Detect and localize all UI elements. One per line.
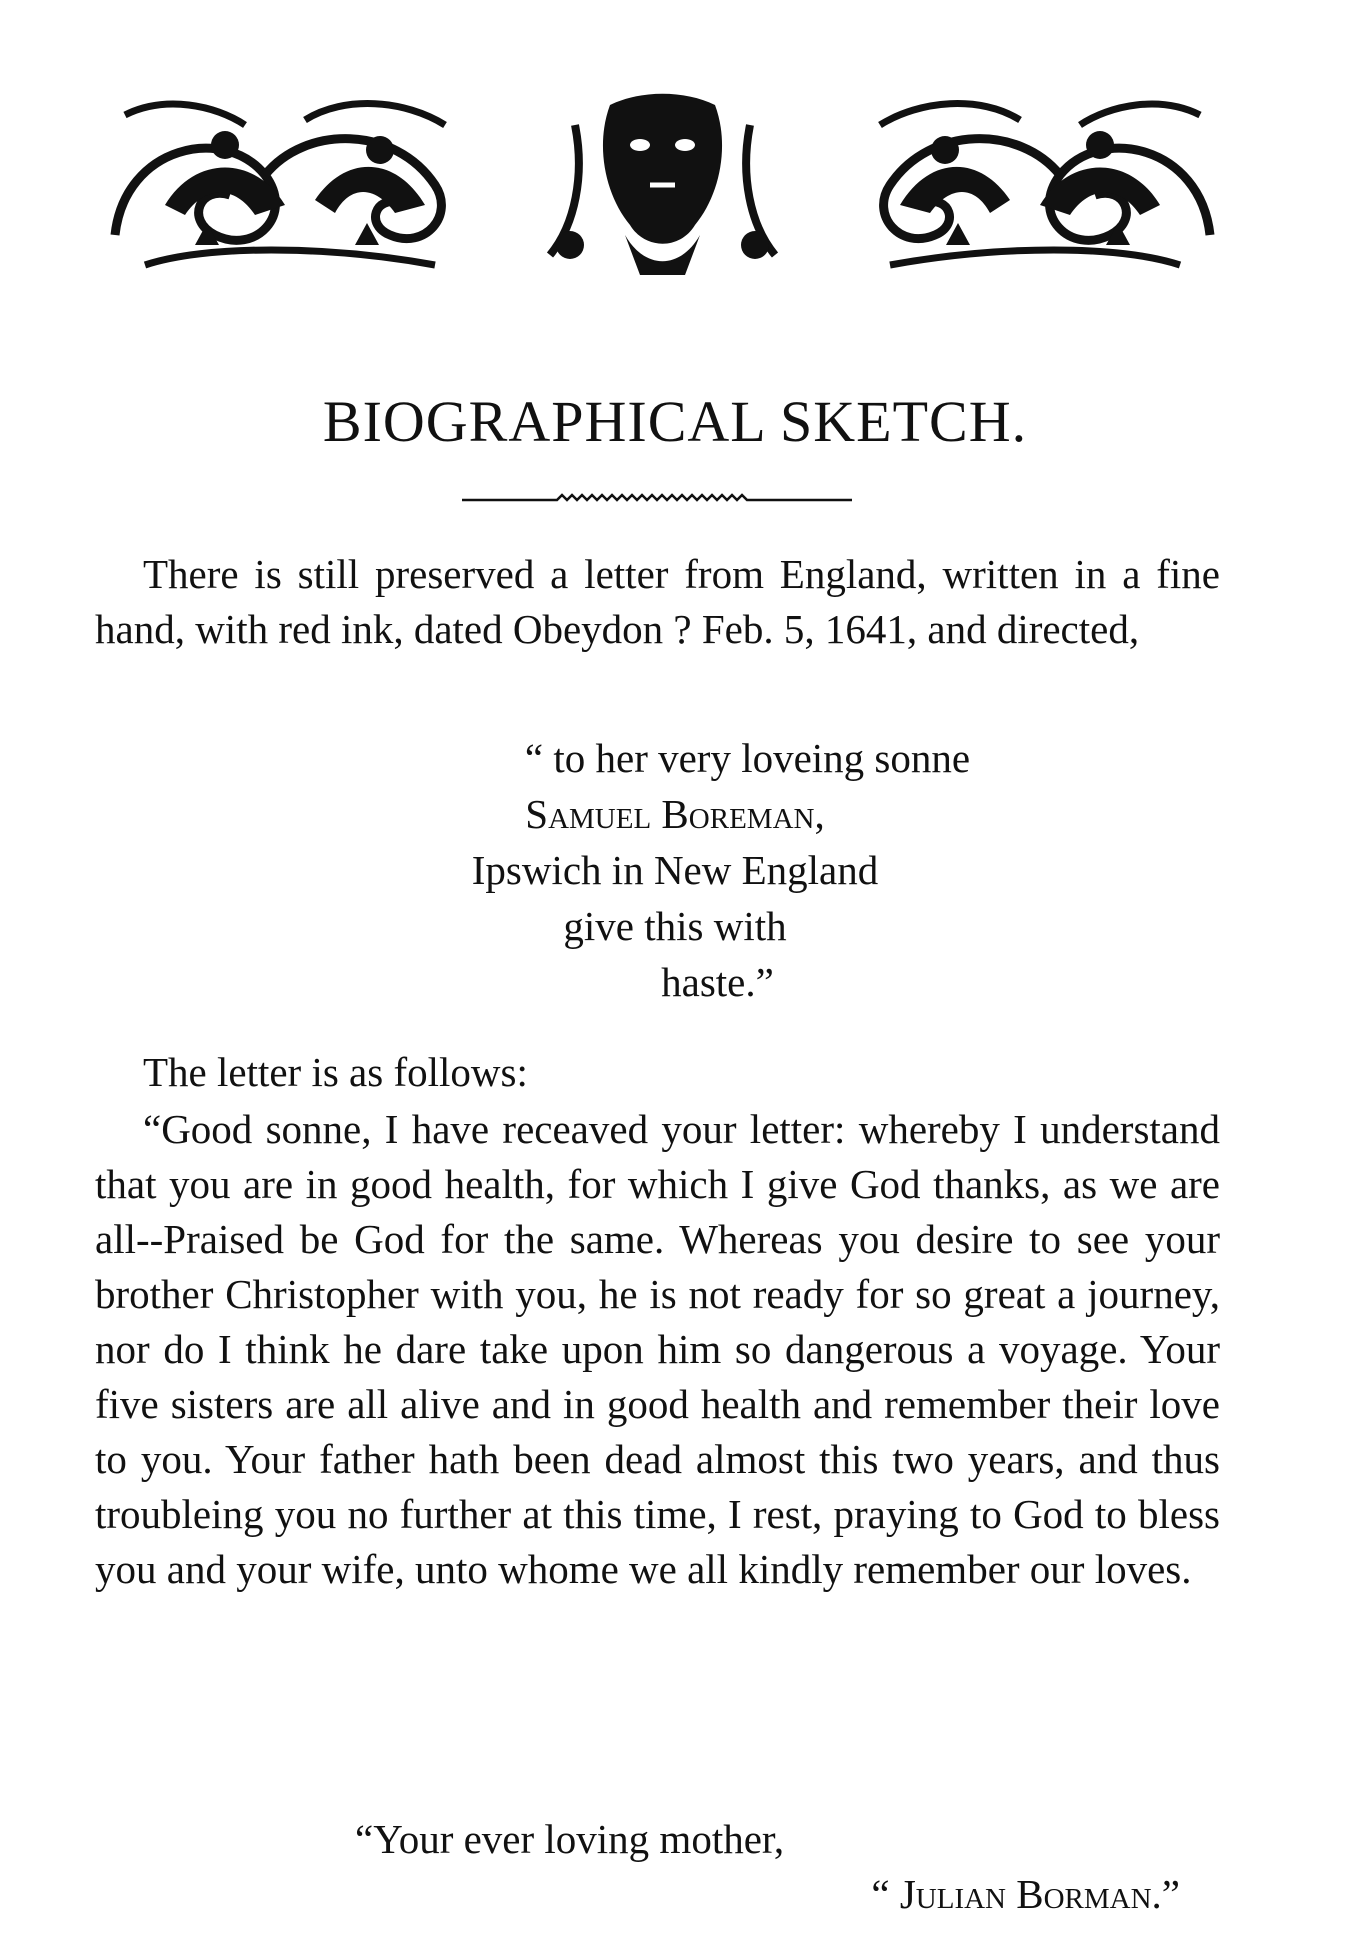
letter-signature: “ Julian Borman.” xyxy=(871,1871,1180,1917)
address-line: “ to her very loveing sonne xyxy=(524,735,971,781)
intro-paragraph: There is still preserved a letter from England, written in a fine hand, with red ink, dated Obeydon ? Feb. 5, 1641, and directed, xyxy=(95,551,1220,652)
letter-body-paragraph: “Good sonne, I have receaved your letter: whereby I understand that you are in good health, for which I give God thanks, as we are all--Praised be God for the same. Whereas you desire to see your brother Christopher with you, he is not ready for so great a journey, nor do I think he dare take upon him so dangerous a voyage. Your five sisters are all alive and in good health and remember their love to you. Your father hath been dead almost this two years, and thus troubleing you no further at this time, I rest, praying to God to bless you and your wife, unto whome we all kindly remember our loves. xyxy=(95,1106,1220,1592)
lead-in-sentence: The letter is as follows: xyxy=(143,1049,528,1095)
address-recipient-name: Samuel Boreman, xyxy=(525,791,825,837)
address-line: haste.” xyxy=(661,959,774,1005)
letter-closing: “Your ever loving mother, xyxy=(355,1816,785,1862)
address-line: Ipswich in New England xyxy=(471,847,879,893)
page-title: BIOGRAPHICAL SKETCH. xyxy=(322,389,1028,454)
address-line: give this with xyxy=(563,903,787,949)
letter-address-block xyxy=(0,730,1350,1010)
decorative-headpiece-ornament xyxy=(105,85,1220,275)
mask-face-icon xyxy=(550,94,775,275)
wavy-rule-divider xyxy=(462,488,852,508)
